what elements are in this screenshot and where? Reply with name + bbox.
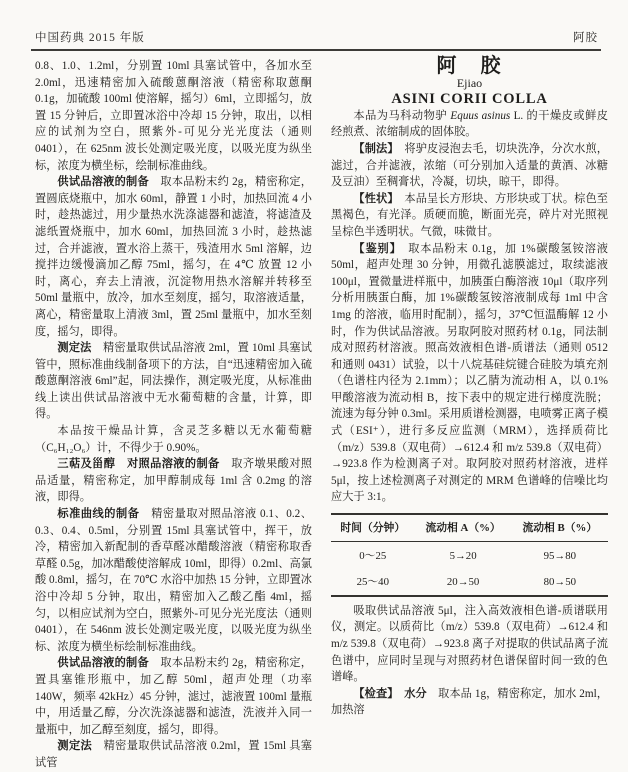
header-edition-label: 中国药典 2015 年版: [35, 32, 145, 44]
paragraph: [35, 655, 312, 738]
paragraph-text: 0.8、1.0、1.2ml，分别置 10ml 具塞试管中，各加水至 2.0ml，迅速精密加入硫酸蒽酮溶液（精密称取蒽酮 0.1g，加硫酸 100ml 使溶解，摇匀）6ml，立即摇匀，放置 15 分钟后，立即置冰浴中冷却 15 分钟，取出，以相应的试剂为空白，照紫外-可见分光光度法（通则 0401），在 625nm 波长处测定吸光度，以吸光度为纵坐标，浓度为横坐标，绘制标准曲线。: [35, 60, 312, 172]
paragraph: [331, 686, 608, 719]
table-cell-phase-a: 20→50: [446, 576, 480, 589]
paragraph: [35, 456, 312, 506]
right-column-after-table-text: [331, 603, 608, 719]
paragraph: [331, 241, 608, 507]
paragraph: [331, 108, 608, 141]
table-cell-phase-b: 80→50: [543, 576, 577, 589]
paragraph-text: 取本品粉末约 2g，精密称定，置圆底烧瓶中，加水 60ml，静置 1 小时，加热回流 4 小时，趁热滤过，用少量热水洗涤滤器和滤渣，将滤渣及滤纸置烧瓶中，加水 60ml，加热回流 3 小时，趁热滤过，合并滤液，置水浴上蒸干，残渣用水 5ml 溶解，边搅拌边缓慢滴加乙醇 75ml，摇匀，在 4℃ 放置 12 小时，离心，弃去上清液，沉淀物用热水溶解并转移至 50ml 量瓶中，放冷，加水至刻度，摇匀，取溶液适量，离心，精密量取上清液 3ml，置 25ml 量瓶中，加水至刻度，摇匀，即得。: [35, 176, 312, 338]
header-rule: [31, 49, 601, 51]
paragraph-label: 标准曲线的制备: [57, 508, 140, 521]
paragraph-text: 本品为马科动物驴: [353, 109, 451, 122]
table-row: [331, 541, 608, 568]
table-cell-time: 25～40: [356, 576, 389, 589]
table-row: [331, 568, 608, 596]
table-cell-phase-a: 5→20: [449, 549, 477, 562]
paragraph-label: 【性状】: [353, 192, 394, 205]
paragraph-text: 吸取供试品溶液 5μl，注入高效液相色谱-质谱联用仪，测定。以质荷比（m/z）539.8（双电荷）→612.4 和 m/z 539.8（双电荷）→923.8 离子对提取的供试品离子流色谱中，应同时呈现与对照药材色谱保留时间一致的色谱峰。: [331, 604, 608, 684]
paragraph: [35, 58, 312, 174]
paragraph: [35, 738, 312, 771]
paragraph: [35, 340, 312, 423]
table-header-mobile-phase-a: 流动相 A（%）: [415, 514, 512, 541]
paragraph-label: 测定法: [57, 342, 92, 355]
paragraph: [35, 506, 312, 655]
table-header-mobile-phase-b: 流动相 B（%）: [512, 514, 608, 541]
left-column: [35, 58, 312, 772]
header-monograph-label: 阿胶: [573, 32, 598, 44]
monograph-title-chinese: 阿 胶: [436, 55, 503, 77]
paragraph-text: 取本品 1g，精密称定，加水 2ml，加热溶: [331, 687, 608, 717]
left-column-text: [35, 58, 312, 772]
paragraph-text: 本品呈长方形块、方形块或丁状。棕色至黑褐色，有光泽。质硬而脆，断面光亮，碎片对光照视呈棕色半透明状。气微，味微甘。: [331, 192, 608, 238]
paragraph-label: 水分: [404, 687, 427, 700]
paragraph-text: 将驴皮浸泡去毛，切块洗净，分次水煎，滤过，合并滤液，浓缩（可分别加入适量的黄酒、冰糖及豆油）至稠膏状，冷凝，切块，晾干，即得。: [331, 142, 608, 189]
paragraph-text: [115, 458, 127, 470]
paragraph-label: 【制法】: [353, 142, 394, 155]
paragraph-text: 精密量取供试品溶液 2ml，置 10ml 具塞试管中，照标准曲线制备项下的方法，自“迅速精密加入硫酸蒽酮溶液 6ml”起，同法操作，测定吸光度，从标准曲线上读出供试品溶液中无水葡萄糖的含量，计算，即得。: [35, 342, 312, 421]
table-header-time: 时间（分钟）: [331, 514, 415, 541]
paragraph-label: 测定法: [57, 740, 93, 753]
paragraph-label: 供试品溶液的制备: [57, 176, 149, 189]
monograph-title-latin: ASINI CORII COLLA: [391, 91, 548, 108]
table-cell-time: 0～25: [359, 549, 387, 562]
table-cell-phase-b: 95→80: [543, 549, 577, 562]
page-header: [35, 29, 598, 45]
paragraph-text: 精密量取对照品溶液 0.1、0.2、0.3、0.4、0.5ml，分别置 15ml 具塞试管中，挥干，放冷，精密加入新配制的香草醛冰醋酸溶液（精密称取香草醛 0.5g，加冰醋酸使溶解成 10ml，即得）0.2ml、高氯酸 0.8ml，摇匀，在 70℃ 水浴中加热 15 分钟，立即置冰浴中冷却 5 分钟，取出，精密加入乙酸乙酯 4ml，摇匀，以相应试剂为空白，照紫外-可见分光光度法（通则 0401），在 546nm 波长处测定吸光度，以吸光度为纵坐标、浓度为横坐标绘制标准曲线。: [35, 508, 312, 653]
paragraph: [35, 174, 312, 340]
table-header-row: [331, 514, 608, 541]
monograph-title-pinyin: Ejiao: [456, 75, 483, 90]
paragraph-label: 供试品溶液的制备: [57, 657, 149, 670]
paragraph-text: 本品按干燥品计算，含灵芝多糖以无水葡萄糖（C₆H₁₂O₆）计，不得少于 0.90%。: [35, 425, 312, 454]
paragraph-text: 取齐墩果酸对照品适量，精密称定，加甲醇制成每 1ml 含 0.2mg 的溶液，即得。: [35, 458, 312, 504]
paragraph-text: 取本品粉末约 2g，精密称定，置具塞锥形瓶中，加乙醇 50ml，超声处理（功率 140W，频率 42kHz）45 分钟，滤过，滤液置 100ml 量瓶中，用适量乙醇，分次洗涤滤器和滤渣，洗液并入同一量瓶中，加乙醇至刻度，摇匀，即得。: [35, 657, 312, 736]
right-column-intro-text: [331, 108, 608, 506]
paragraph-text: L. 的干燥皮或鲜皮经煎煮、浓缩制成的固体胶。: [331, 109, 608, 139]
paragraph-text: [393, 688, 404, 700]
gradient-elution-table: [331, 513, 608, 597]
paragraph-text: Equus asinus: [450, 109, 511, 122]
paragraph: [331, 603, 608, 686]
paragraph-label: 三萜及甾醇: [57, 458, 116, 471]
paragraph: [331, 191, 608, 241]
right-column: [331, 55, 608, 719]
paragraph-label: 【检查】: [353, 687, 393, 700]
paragraph-label: 【鉴别】: [353, 242, 397, 255]
paragraph-text: 精密量取供试品溶液 0.2ml，置 15ml 具塞试管: [35, 740, 312, 769]
paragraph-text: 取本品粉末 0.1g，加 1%碳酸氢铵溶液 50ml，超声处理 30 分钟，用微孔滤膜滤过，取续滤液 100μl，置微量进样瓶中，加胰蛋白酶溶液 10μl（取序列分析用胰蛋白酶，加 1%碳酸氢铵溶液制成每 1ml 中含 1mg 的溶液，临用时配制），摇匀，37℃恒温酶解 12 小时，作为供试品溶液。另取阿胶对照药材 0.1g，同法制成对照药材溶液。照高效液相色谱-质谱法（通则 0512 和通则 0431）试验，以十八烷基硅烷键合硅胶为填充剂（色谱柱内径为 2.1mm）；以乙腈为流动相 A，以 0.1%甲酸溶液为流动相 B，按下表中的规定进行梯度洗脱；流速为每分钟 0.3ml。采用质谱检测器，电喷雾正离子模式（ESI⁺），进行多反应监测（MRM），选择质荷比（m/z）539.8（双电荷）→612.4 和 m/z 539.8（双电荷）→923.8 作为检测离子对。取阿胶对照药材溶液，进样 5μl，按上述检测离子对测定的 MRM 色谱峰的信噪比均应大于 3:1。: [331, 242, 608, 504]
paragraph: [331, 141, 608, 191]
paragraph: [35, 423, 312, 456]
paragraph-label: 对照品溶液的制备: [126, 458, 220, 471]
